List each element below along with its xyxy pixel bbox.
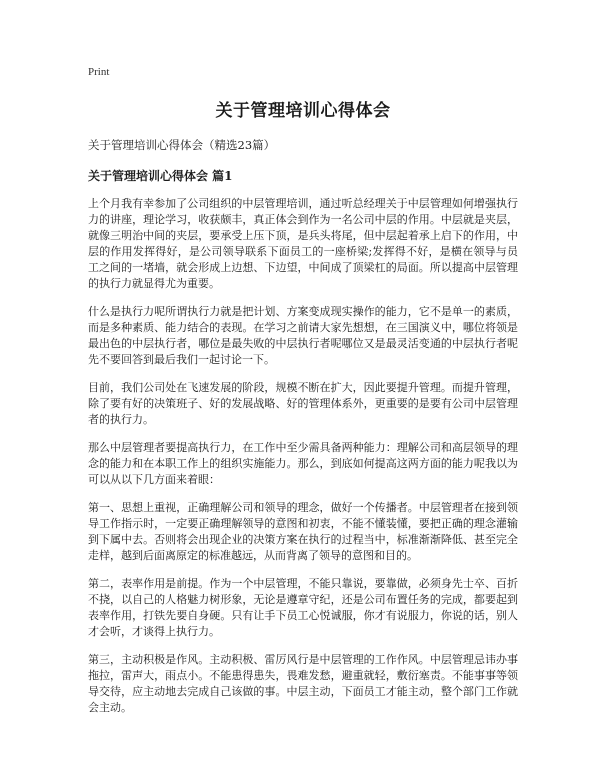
document-page bbox=[88, 66, 518, 728]
paragraph-5: 第一、思想上重视，正确理解公司和领导的理念，做好一个传播者。中层管理者在接到领导工作指示时，一定要正确理解领导的意图和初衷，不能不懂装懂，要把正确的理念灌输到下属中去。否则将会出现企业的决策方案在执行的过程当中，标准渐渐降低、甚至完全走样，越到后面离原定的标准越远，从而背离了领导的意图和目的。 bbox=[88, 501, 518, 562]
paragraph-2: 什么是执行力呢所谓执行力就是把计划、方案变成现实操作的能力，它不是单一的素质，而是多种素质、能力结合的表现。在学习之前请大家先想想，在三国演义中，哪位将领是最出色的中层执行者，哪位是最失败的中层执行者呢哪位又是最灵活变通的中层执行者呢先不要回答到最后我们一起讨论一下。 bbox=[88, 305, 518, 366]
document-title: 关于管理培训心得体会 bbox=[215, 101, 391, 121]
document-subtitle: 关于管理培训心得体会（精选23篇） bbox=[88, 138, 276, 152]
paragraph-4: 那么中层管理者要提高执行力，在工作中至少需具备两种能力：理解公司和高层领导的理念的能力和在本职工作上的组织实施能力。那么，到底如何提高这两方面的能力呢我以为可以从以下几方面来着眼： bbox=[88, 441, 518, 486]
print-link[interactable]: Print bbox=[88, 66, 110, 78]
paragraph-3: 目前，我们公司处在飞速发展的阶段，规模不断在扩大，因此要提升管理。而提升管理，除了要有好的决策班子、好的发展战略、好的管理体系外，更重要的是要有公司中层管理者的执行力。 bbox=[88, 381, 518, 426]
paragraph-6: 第二，表率作用是前提。作为一个中层管理，不能只靠说，要靠做，必须身先士卒、百折不挠，以自己的人格魅力树形象，无论是遵章守纪，还是公司布置任务的完成，都要起到表率作用，打铁先要自身硬。只有让手下员工心悦诚服，你才有说服力，你说的话，别人才会听，才谈得上执行力。 bbox=[88, 577, 518, 638]
paragraph-7: 第三，主动积极是作风。主动积极、雷厉风行是中层管理的工作作风。中层管理忌讳办事拖拉，雷声大，雨点小。不能患得患失，畏难发愁，避重就轻，敷衍塞责。不能事事等领导交待，应主动地去完成自己该做的事。中层主动，下面员工才能主动，整个部门工作就会主动。 bbox=[88, 653, 518, 714]
section-heading: 关于管理培训心得体会 篇1 bbox=[88, 169, 233, 183]
paragraph-1: 上个月我有幸参加了公司组织的中层管理培训，通过听总经理关于中层管理如何增强执行力的讲座，理论学习，收获颇丰，真正体会到作为一名公司中层的作用。中层就是夹层，就像三明治中间的夹层，要承受上压下顶，是兵头将尾，但中层起着承上启下的作用，中层的作用发挥得好，是公司领导联系下面员工的一座桥梁;发挥得不好，是横在领导与员工之间的一堵墙，就会形成上边想、下边望，中间成了顶梁杠的局面。所以提高中层管理的执行力就显得尤为重要。 bbox=[88, 197, 518, 290]
